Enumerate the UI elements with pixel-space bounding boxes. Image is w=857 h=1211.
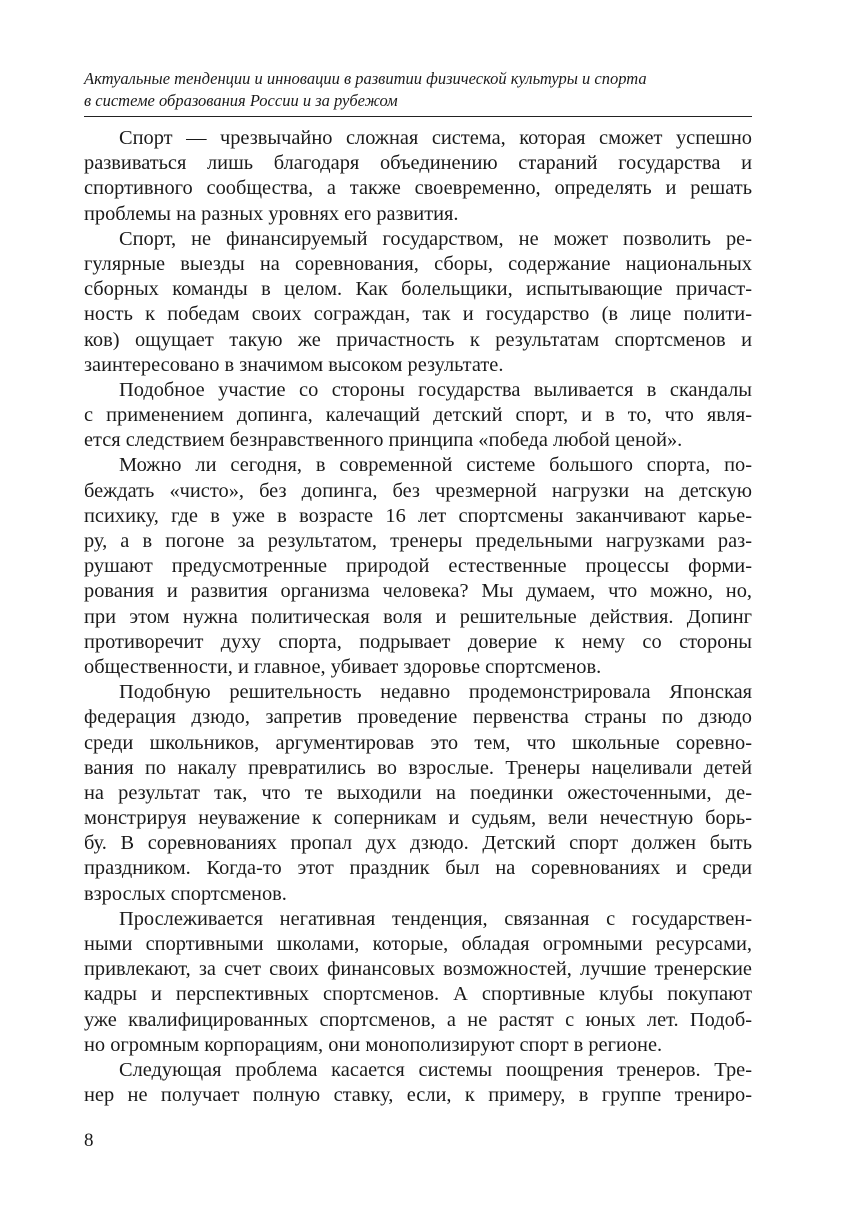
text-line: общественности, и главное, убивает здоровье спортсменов. (84, 655, 602, 678)
text-line: федерация дзюдо, запретив проведение первенства страны по дзюдо (84, 706, 752, 729)
running-header-line: в системе образования России и за рубежом (84, 91, 398, 110)
page-number: 8 (84, 1130, 94, 1151)
text-line: на результат так, что те выходили на поединки ожесточенными, де- (84, 781, 752, 804)
text-line: ков) ощущает такую же причастность к результатам спортсменов и (84, 328, 752, 351)
text-line: среди школьников, аргументировав это тем, что школьные соревно- (84, 731, 752, 754)
text-line: заинтересовано в значимом высоком результате. (84, 353, 504, 376)
text-line: развиваться лишь благодаря объединению стараний государства и (84, 152, 752, 175)
text-line: беждать «чисто», без допинга, без чрезмерной нагрузки на детскую (84, 479, 752, 502)
running-header-line: Актуальные тенденции и инновации в развитии физической культуры и спорта (84, 69, 647, 88)
text-line: спортивного сообщества, а также своевременно, определять и решать (84, 177, 752, 200)
text-line: Прослеживается негативная тенденция, связанная с государствен- (119, 907, 752, 930)
text-line: противоречит духу спорта, подрывает доверие к нему со стороны (84, 630, 752, 653)
text-line: с применением допинга, калечащий детский спорт, и в то, что явля- (84, 404, 752, 427)
text-line: рушают предусмотренные природой естественные процессы форми- (84, 555, 752, 578)
text-line: уже квалифицированных спортсменов, а не растят с юных лет. Подоб- (84, 1008, 752, 1031)
text-line: проблемы на разных уровнях его развития. (84, 202, 459, 225)
paragraph (84, 227, 752, 378)
paragraph (84, 378, 752, 454)
text-line: психику, где в уже в возрасте 16 лет спортсмены заканчивают карье- (84, 504, 752, 527)
text-line: ру, а в погоне за результатом, тренеры предельными нагрузками раз- (84, 530, 752, 552)
text-line: нер не получает полную ставку, если, к примеру, в группе трениро- (84, 1084, 752, 1107)
text-line: сборных команды в целом. Как болельщики, испытывающие причаст- (84, 278, 752, 301)
text-line: Следующая проблема касается системы поощрения тренеров. Тре- (119, 1058, 752, 1081)
page-body (84, 126, 752, 1108)
running-header (84, 68, 752, 112)
text-line: гулярные выезды на соревнования, сборы, содержание национальных (84, 252, 752, 275)
text-line: ными спортивными школами, которые, обладая огромными ресурсами, (84, 933, 752, 955)
text-line: бу. В соревнованиях пропал дух дзюдо. Детский спорт должен быть (84, 832, 752, 855)
text-line: ется следствием безнравственного принципа «победа любой ценой». (84, 429, 683, 452)
paragraph (84, 453, 752, 680)
text-line: рования и развития организма человека? Мы думаем, что можно, но, (84, 580, 752, 603)
paragraph (84, 1058, 752, 1108)
text-line: Спорт, не финансируемый государством, не может позволить ре- (119, 227, 752, 250)
paragraph (84, 907, 752, 1058)
paragraph (84, 680, 752, 907)
text-line: Спорт — чрезвычайно сложная система, которая сможет успешно (119, 127, 752, 149)
text-line: Можно ли сегодня, в современной системе большого спорта, по- (119, 454, 752, 477)
header-rule (84, 116, 752, 117)
text-line: монстрируя неуважение к соперникам и судьям, вели нечестную борь- (84, 807, 752, 830)
text-line: при этом нужна политическая воля и решительные действия. Допинг (84, 605, 752, 628)
text-line: Подобное участие со стороны государства выливается в скандалы (119, 378, 752, 401)
text-line: но огромным корпорациям, они монополизируют спорт в регионе. (84, 1033, 663, 1056)
text-line: вания по накалу превратились во взрослые. Тренеры нацеливали детей (84, 756, 752, 779)
text-line: привлекают, за счет своих финансовых возможностей, лучшие тренерские (84, 958, 752, 981)
text-line: праздником. Когда-то этот праздник был на соревнованиях и среди (84, 857, 752, 880)
text-line: взрослых спортсменов. (84, 882, 287, 905)
paragraph (84, 126, 752, 227)
text-line: Подобную решительность недавно продемонстрировала Японская (119, 681, 752, 704)
text-line: кадры и перспективных спортсменов. А спортивные клубы покупают (84, 983, 752, 1006)
text-line: ность к победам своих сограждан, так и государство (в лице полити- (84, 303, 752, 326)
